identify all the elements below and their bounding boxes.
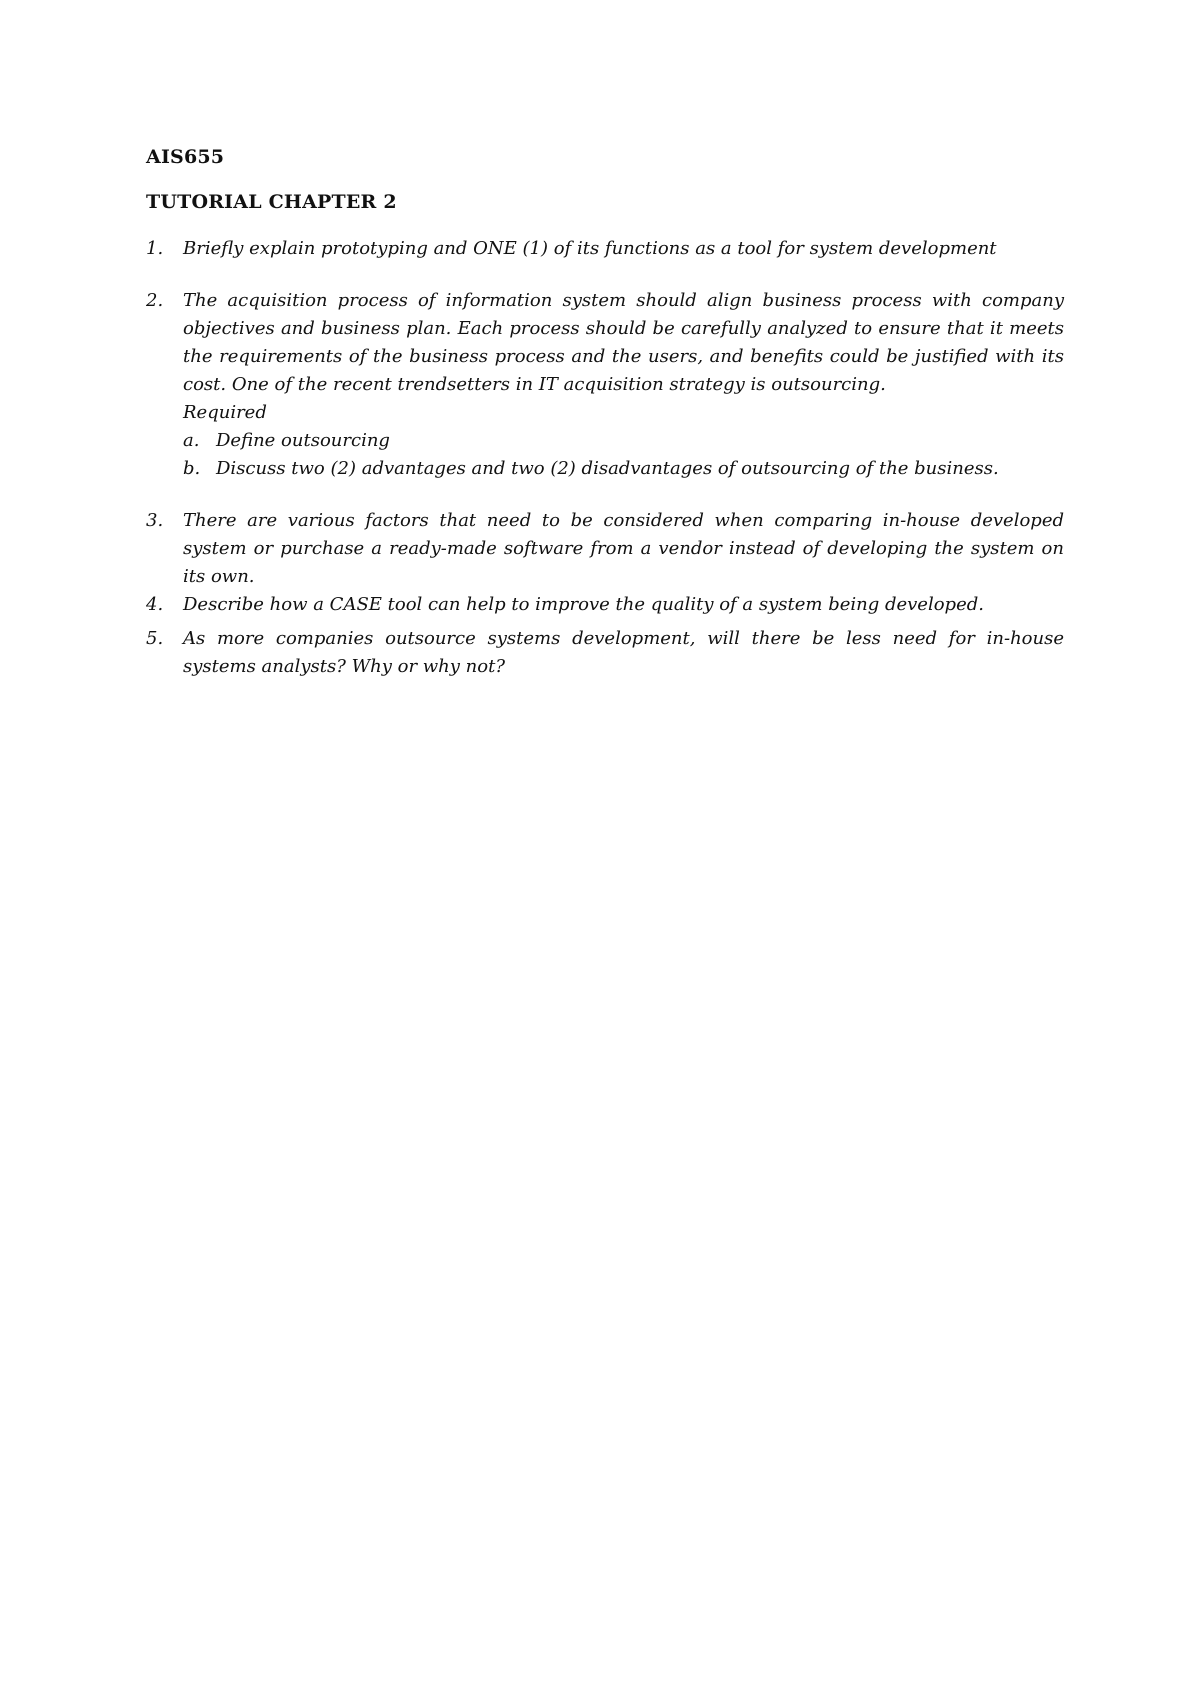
subquestion-item [183, 427, 1064, 455]
question-number: 1. [146, 238, 164, 259]
subquestion-letter: b. [183, 458, 201, 479]
required-label: Required [183, 402, 267, 423]
subquestion-item [183, 455, 1064, 483]
question-number: 4. [146, 594, 164, 615]
course-code: AIS655 [146, 146, 225, 168]
subquestion-text: Discuss two (2) advantages and two (2) disadvantages of outsourcing of the business. [216, 458, 999, 479]
question-text: As more companies outsource systems development, will there be less need for in-house systems analysts? Why or why not? [183, 628, 1064, 677]
question-item [146, 625, 1064, 681]
question-number: 3. [146, 510, 164, 531]
subquestion-text: Define outsourcing [216, 430, 390, 451]
question-list [146, 235, 1064, 681]
question-text: There are various factors that need to be considered when comparing in-house developed system or purchase a ready-made software from a vendor instead of developing the system on its own. [183, 510, 1064, 587]
question-number: 2. [146, 290, 164, 311]
question-item [146, 507, 1064, 591]
question-number: 5. [146, 628, 164, 649]
question-text: Briefly explain prototyping and ONE (1) of its functions as a tool for system development [183, 238, 997, 259]
question-item [146, 287, 1064, 483]
subquestion-letter: a. [183, 430, 200, 451]
document-title: TUTORIAL CHAPTER 2 [146, 191, 397, 213]
question-text: The acquisition process of information system should align business process with company objectives and business plan. Each process should be carefully analyzed to ensure that it meets the requirements of the business process and the users, and benefits could be justified with its cost. One of the recent trendsetters in IT acquisition strategy is outsourcing. [183, 290, 1064, 395]
question-item [146, 235, 1064, 263]
question-text: Describe how a CASE tool can help to improve the quality of a system being developed. [183, 594, 984, 615]
question-item [146, 591, 1064, 619]
